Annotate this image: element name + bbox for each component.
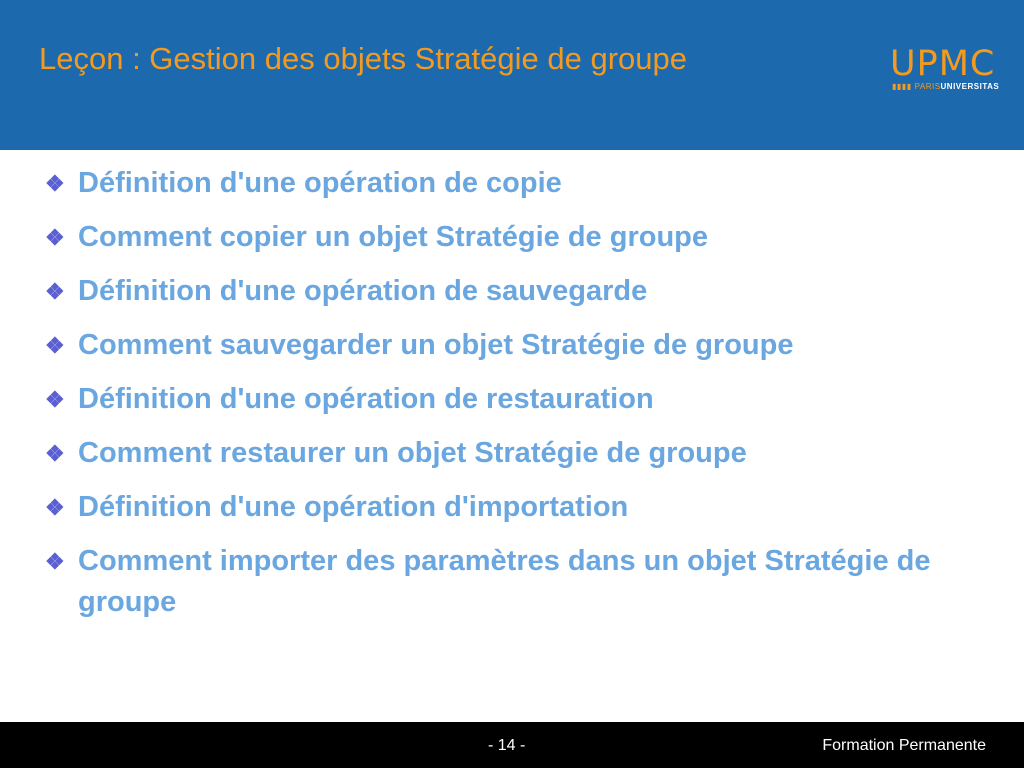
- diamond-bullet-icon: ❖: [45, 171, 65, 196]
- list-item: [45, 433, 985, 474]
- diamond-bullet-icon: ❖: [45, 495, 65, 520]
- footer-label: Formation Permanente: [822, 737, 986, 754]
- page-number: - 14 -: [488, 737, 526, 754]
- logo-tag-paris: PARIS: [914, 82, 941, 91]
- slide-footer: [0, 722, 1024, 768]
- diamond-bullet-icon: ❖: [45, 333, 65, 358]
- slide-header: [0, 0, 1024, 150]
- logo-mark: UPMC: [890, 44, 996, 84]
- list-item: [45, 325, 985, 366]
- diamond-bullet-icon: ❖: [45, 279, 65, 304]
- logo-bars-icon: ▮▮▮▮: [892, 82, 912, 91]
- list-item: [45, 379, 985, 420]
- list-item-text: Définition d'une opération de copie: [78, 167, 562, 199]
- list-item-text: Comment restaurer un objet Stratégie de groupe: [78, 437, 747, 469]
- diamond-bullet-icon: ❖: [45, 549, 65, 574]
- list-item: [45, 217, 985, 258]
- diamond-bullet-icon: ❖: [45, 387, 65, 412]
- bullet-list: [45, 163, 985, 636]
- slide-title: Leçon : Gestion des objets Stratégie de groupe: [39, 41, 687, 76]
- list-item: [45, 541, 985, 623]
- diamond-bullet-icon: ❖: [45, 225, 65, 250]
- list-item-text: Définition d'une opération de restauration: [78, 383, 654, 415]
- list-item: [45, 163, 985, 204]
- list-item-text: Comment sauvegarder un objet Stratégie de groupe: [78, 329, 794, 361]
- list-item: [45, 487, 985, 528]
- list-item-text: Comment importer des paramètres dans un objet Stratégie de groupe: [78, 545, 931, 618]
- logo-tag-universitas: UNIVERSITAS: [940, 82, 1000, 91]
- diamond-bullet-icon: ❖: [45, 441, 65, 466]
- list-item: [45, 271, 985, 312]
- logo-tagline: [892, 82, 999, 92]
- list-item-text: Définition d'une opération de sauvegarde: [78, 275, 648, 307]
- list-item-text: Comment copier un objet Stratégie de groupe: [78, 221, 709, 253]
- upmc-logo: [890, 46, 1018, 96]
- list-item-text: Définition d'une opération d'importation: [78, 491, 629, 523]
